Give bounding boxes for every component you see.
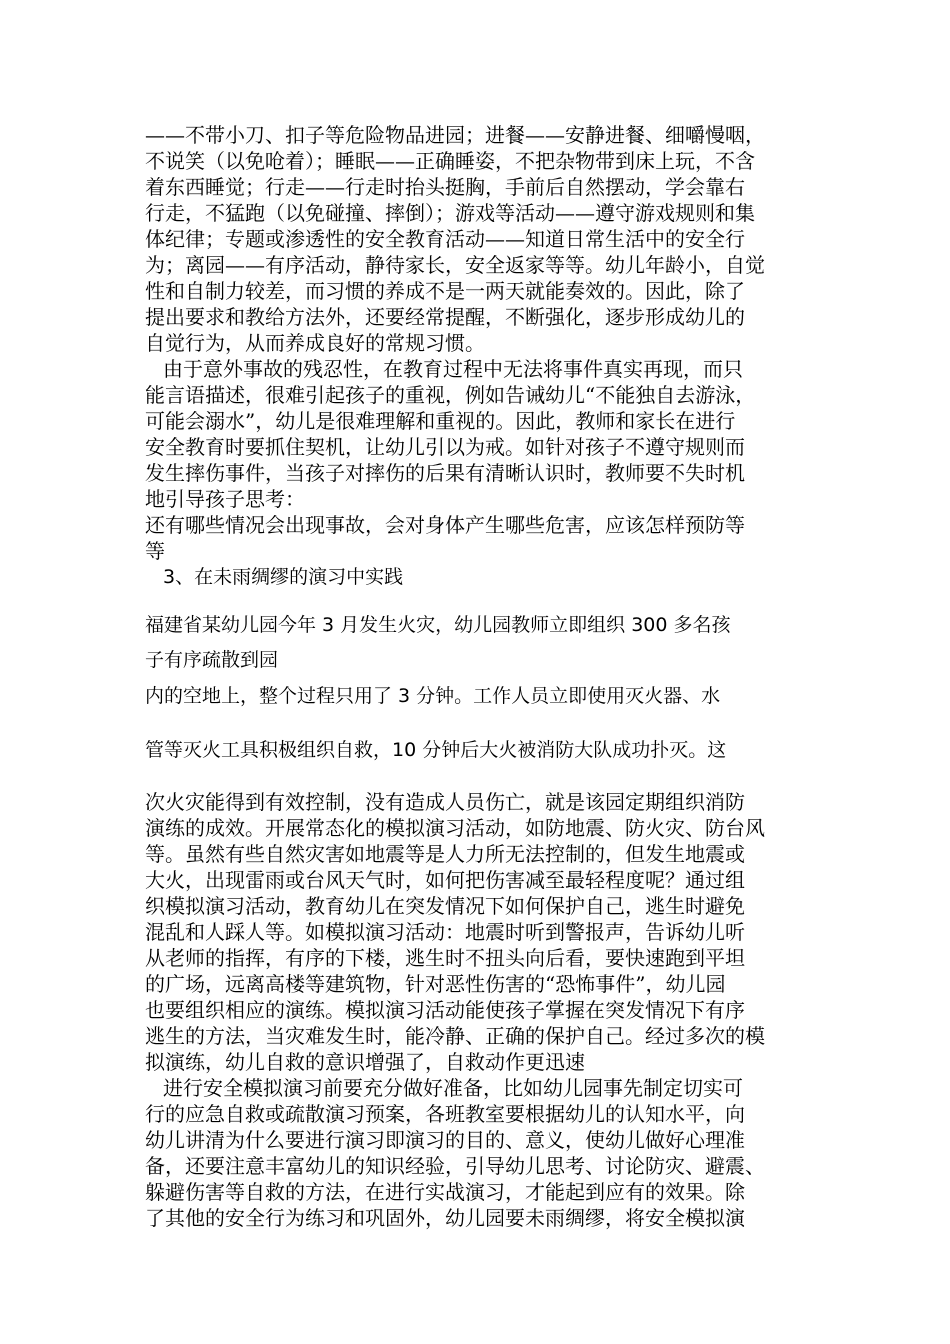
paragraph-line: 幼儿讲清为什么要进行演习即演习的目的、意义，使幼儿做好心理准	[145, 1128, 745, 1152]
paragraph-line: 拟演练，幼儿自救的意识增强了，自救动作更迅速	[145, 1050, 585, 1074]
paragraph-line: 为；离园——有序活动，静待家长，安全返家等等。幼儿年龄小，自觉	[145, 253, 765, 277]
paragraph-line: 发生摔伤事件，当孩子对摔伤的后果有清晰认识时，教师要不失时机	[145, 461, 745, 485]
paragraph-line: 可能会溺水”，幼儿是很难理解和重视的。因此，教师和家长在进行	[145, 409, 736, 433]
paragraph-line: 内的空地上，整个过程只用了 3 分钟。工作人员立即使用灭火器、水	[145, 685, 721, 707]
paragraph-line: 织模拟演习活动，教育幼儿在突发情况下如何保护自己，逃生时避免	[145, 894, 745, 918]
paragraph-line: 混乱和人踩人等。如模拟演习活动：地震时听到警报声，告诉幼儿听	[145, 920, 745, 944]
paragraph-line: 演练的成效。开展常态化的模拟演习活动，如防地震、防火灾、防台风	[145, 816, 765, 840]
paragraph-line: 由于意外事故的残忍性，在教育过程中无法将事件真实再现，而只	[163, 357, 743, 381]
paragraph-line: 管等灭火工具积极组织自救，10 分钟后大火被消防大队成功扑灭。这	[145, 739, 727, 761]
paragraph-line: 体纪律；专题或渗透性的安全教育活动——知道日常生活中的安全行	[145, 227, 745, 251]
paragraph-line: 逃生的方法，当灾难发生时，能冷静、正确的保护自己。经过多次的模	[145, 1024, 765, 1048]
paragraph-line: 福建省某幼儿园今年 3 月发生火灾，幼儿园教师立即组织 300 多名孩	[145, 614, 731, 636]
paragraph-line: ——不带小刀、扣子等危险物品进园；进餐——安静进餐、细嚼慢咽，	[145, 123, 765, 147]
paragraph-line: 地引导孩子思考：	[145, 487, 305, 511]
paragraph-line: 能言语描述，很难引起孩子的重视，例如告诫幼儿“不能独自去游泳，	[145, 383, 756, 407]
paragraph-line: 也要组织相应的演练。模拟演习活动能使孩子掌握在突发情况下有序	[145, 998, 745, 1022]
paragraph-line: 不说笑（以免呛着）；睡眠——正确睡姿，不把杂物带到床上玩，不含	[145, 149, 755, 173]
paragraph-line: 安全教育时要抓住契机，让幼儿引以为戒。如针对孩子不遵守规则而	[145, 435, 745, 459]
paragraph-line: 等。虽然有些自然灾害如地震等是人力所无法控制的，但发生地震或	[145, 842, 745, 866]
paragraph-line: 从老师的指挥，有序的下楼，逃生时不扭头向后看，要快速跑到平坦	[145, 946, 745, 970]
paragraph-line: 进行安全模拟演习前要充分做好准备，比如幼儿园事先制定切实可	[163, 1076, 743, 1100]
paragraph-line: 还有哪些情况会出现事故，会对身体产生哪些危害，应该怎样预防等	[145, 513, 745, 537]
section-heading: 3、在未雨绸缪的演习中实践	[163, 566, 404, 588]
paragraph-line: 性和自制力较差，而习惯的养成不是一两天就能奏效的。因此，除了	[145, 279, 745, 303]
paragraph-line: 躲避伤害等自救的方法，在进行实战演习，才能起到应有的效果。除	[145, 1180, 745, 1204]
paragraph-line: 了其他的安全行为练习和巩固外，幼儿园要未雨绸缪，将安全模拟演	[145, 1206, 745, 1230]
paragraph-line: 次火灾能得到有效控制，没有造成人员伤亡，就是该园定期组织消防	[145, 790, 745, 814]
paragraph-line: 行的应急自救或疏散演习预案，各班教室要根据幼儿的认知水平，向	[145, 1102, 745, 1126]
paragraph-line: 大火，出现雷雨或台风天气时，如何把伤害减至最轻程度呢？通过组	[145, 868, 745, 892]
paragraph-line: 的广场，远离高楼等建筑物，针对恶性伤害的“恐怖事件”，幼儿园	[145, 972, 726, 996]
paragraph-line: 提出要求和教给方法外，还要经常提醒，不断强化，逐步形成幼儿的	[145, 305, 745, 329]
paragraph-line: 着东西睡觉；行走——行走时抬头挺胸，手前后自然摆动，学会靠右	[145, 175, 745, 199]
paragraph-line: 等	[145, 539, 165, 563]
paragraph-line: 自觉行为，从而养成良好的常规习惯。	[145, 331, 485, 355]
paragraph-line: 子有序疏散到园	[145, 649, 279, 671]
paragraph-line: 行走，不猛跑（以免碰撞、摔倒）；游戏等活动——遵守游戏规则和集	[145, 201, 755, 225]
paragraph-line: 备，还要注意丰富幼儿的知识经验，引导幼儿思考、讨论防灾、避震、	[145, 1154, 765, 1178]
